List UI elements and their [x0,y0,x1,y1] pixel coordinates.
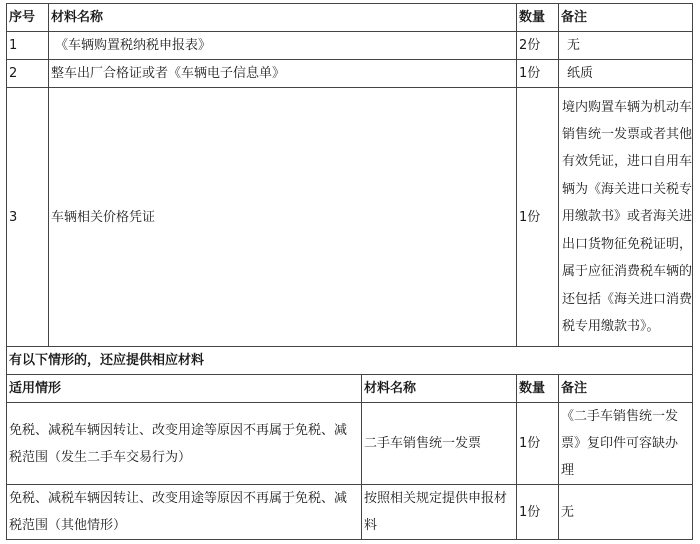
row-index: 3 [7,88,49,347]
table-row [7,32,693,60]
row-quantity: 1份 [517,88,559,347]
table-header-row [7,4,693,32]
header-material-name: 材料名称 [49,4,517,32]
header-quantity: 数量 [517,4,559,32]
section-title: 有以下情形的，还应提供相应材料 [7,347,693,375]
table-row [7,60,693,88]
row-quantity: 1份 [517,485,559,540]
table-row [7,485,693,540]
row-index: 1 [7,32,49,60]
row-notes: 《二手车销售统一发票》复印件可容缺办理 [559,403,693,485]
table-row [7,403,693,485]
materials-document [6,3,692,540]
materials-table [6,3,693,540]
row-situation: 免税、减税车辆因转让、改变用途等原因不再属于免税、减税范围（其他情形） [7,485,362,540]
row-index: 2 [7,60,49,88]
header-material-name: 材料名称 [362,375,517,403]
row-quantity: 1份 [517,60,559,88]
header-notes: 备注 [559,375,693,403]
table-row [7,88,693,347]
header-notes: 备注 [559,4,693,32]
row-quantity: 2份 [517,32,559,60]
header-quantity: 数量 [517,375,559,403]
section-title-row [7,347,693,375]
row-material-name: 按照相关规定提供申报材料 [362,485,517,540]
row-notes: 境内购置车辆为机动车销售统一发票或者其他有效凭证，进口自用车辆为《海关进口关税专用缴款书》或者海关进出口货物征免税证明，属于应征消费税车辆的还包括《海关进口消费税专用缴款书》。 [559,88,693,347]
row-situation: 免税、减税车辆因转让、改变用途等原因不再属于免税、减税范围（发生二手车交易行为） [7,403,362,485]
row-notes: 无 [559,485,693,540]
supplementary-header-row [7,375,693,403]
row-material-name: 二手车销售统一发票 [362,403,517,485]
row-quantity: 1份 [517,403,559,485]
row-notes: 无 [559,32,693,60]
header-index: 序号 [7,4,49,32]
row-material-name: 车辆相关价格凭证 [49,88,517,347]
row-material-name: 《车辆购置税纳税申报表》 [49,32,517,60]
row-material-name: 整车出厂合格证或者《车辆电子信息单》 [49,60,517,88]
row-notes: 纸质 [559,60,693,88]
header-situation: 适用情形 [7,375,362,403]
